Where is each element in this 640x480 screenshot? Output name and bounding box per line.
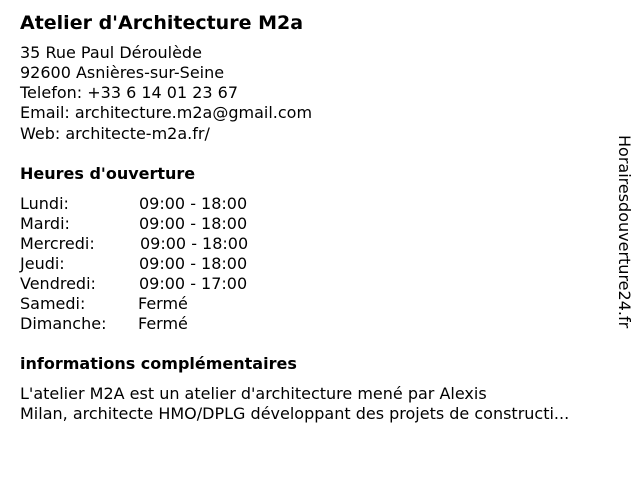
day-label: Samedi:: [20, 294, 86, 313]
description-line-1: L'atelier M2A est un atelier d'architecture mené par Alexis: [20, 384, 487, 403]
day-label: Mardi:: [20, 214, 70, 233]
address-city: 92600 Asnières-sur-Seine: [20, 63, 225, 82]
phone-text: Telefon: +33 6 14 01 23 67: [20, 83, 239, 102]
business-name: Atelier d'Architecture M2a: [20, 12, 304, 34]
day-hours: 09:00 - 18:00: [139, 214, 248, 233]
day-label: Mercredi:: [20, 234, 95, 253]
day-hours: 09:00 - 18:00: [140, 234, 249, 253]
website-text: Web: architecte-m2a.fr/: [20, 124, 210, 143]
description-line-2: Milan, architecte HMO/DPLG développant des projets de constructi...: [20, 404, 570, 423]
day-label: Jeudi:: [20, 254, 65, 273]
day-label: Lundi:: [20, 194, 69, 213]
day-hours: 09:00 - 18:00: [139, 254, 248, 273]
watermark-text: Horairesdouverture24.fr: [615, 135, 634, 329]
opening-hours-heading: Heures d'ouverture: [20, 164, 196, 183]
day-hours: 09:00 - 17:00: [139, 274, 248, 293]
address-street: 35 Rue Paul Déroulède: [20, 43, 202, 62]
day-hours: Fermé: [138, 294, 188, 313]
day-label: Dimanche:: [20, 314, 107, 333]
additional-info-heading: informations complémentaires: [20, 354, 297, 373]
day-hours: 09:00 - 18:00: [139, 194, 248, 213]
day-label: Vendredi:: [20, 274, 96, 293]
email-text: Email: architecture.m2a@gmail.com: [20, 103, 313, 122]
day-hours: Fermé: [138, 314, 188, 333]
